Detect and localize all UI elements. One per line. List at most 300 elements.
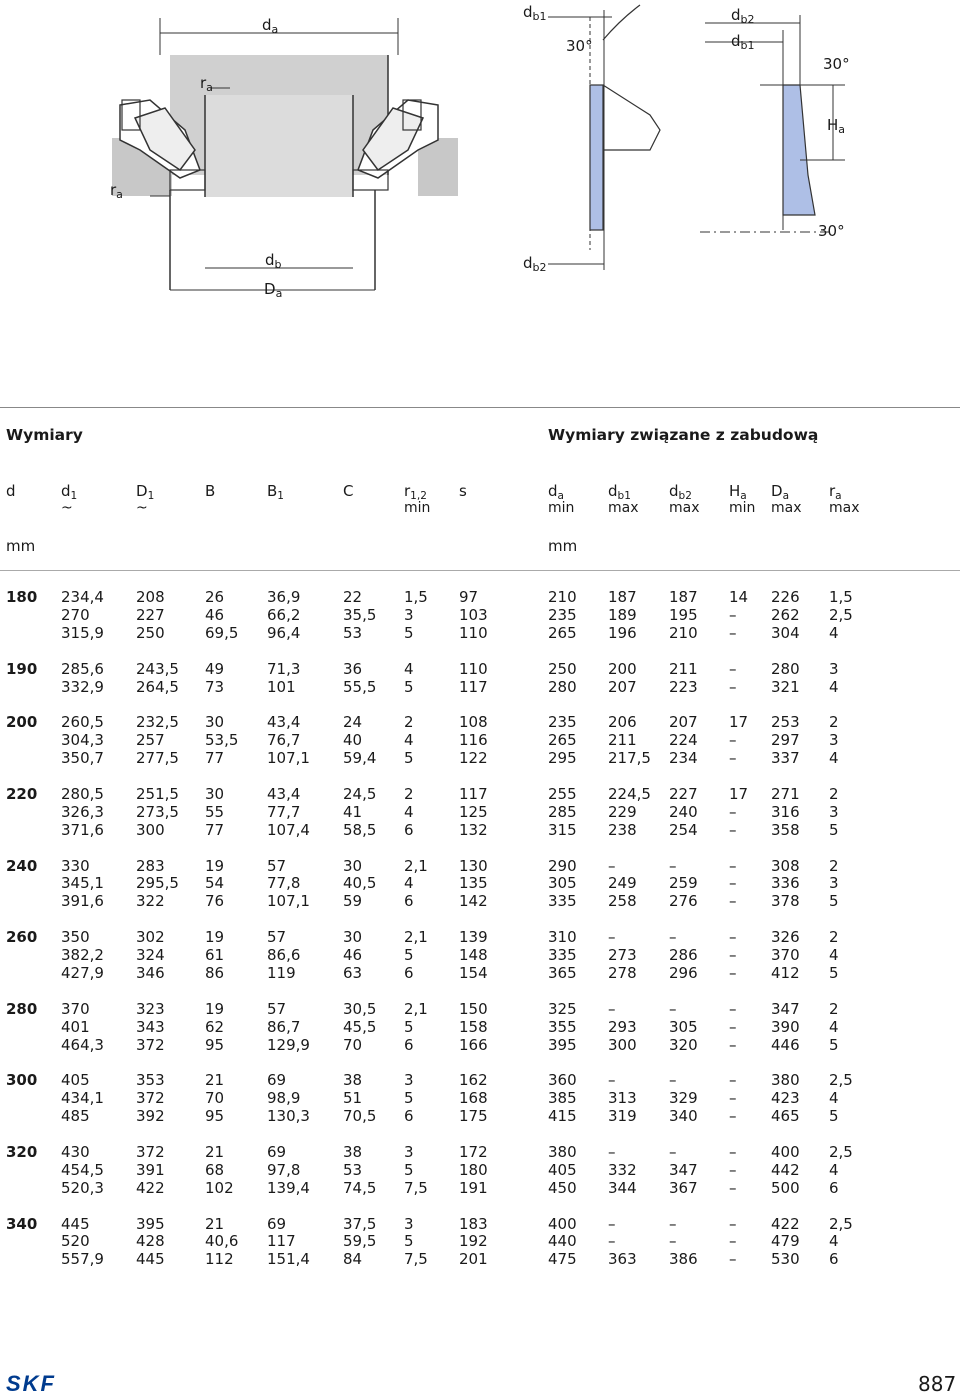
table-cell: 57 <box>267 999 287 1018</box>
table-cell: 19 <box>205 928 225 947</box>
table-cell: 5 <box>829 892 839 911</box>
table-cell: 283 <box>136 856 165 875</box>
table-cell: 4 <box>829 946 839 964</box>
table-cell: 450 <box>548 1178 577 1197</box>
table-cell: 271 <box>771 784 800 803</box>
column-header-symbol: B <box>267 482 278 500</box>
table-cell: 187 <box>669 588 698 606</box>
label-db2-right: $d_{b2}$ <box>731 6 755 26</box>
table-cell: 322 <box>136 892 165 911</box>
table-cell: 54 <box>205 874 225 893</box>
table-cell: 465 <box>771 1107 800 1126</box>
table-cell: 370 <box>61 999 90 1018</box>
table-cell: 234 <box>669 749 698 768</box>
table-cell: 22 <box>343 588 363 606</box>
table-cell: 130 <box>459 856 488 875</box>
column-header <box>267 482 284 502</box>
table-cell: 405 <box>61 1071 90 1090</box>
column-header-symbol: B <box>205 482 216 500</box>
table-cell: – <box>729 856 737 875</box>
table-cell: 150 <box>459 999 488 1018</box>
table-cell: 336 <box>771 874 800 893</box>
table-cell: 355 <box>548 1017 577 1036</box>
table-cell: 40,5 <box>343 874 377 893</box>
table-cell: 68 <box>205 1160 225 1179</box>
table-cell: 6 <box>404 963 414 982</box>
table-cell: 365 <box>548 963 577 982</box>
table-cell: 201 <box>459 1250 488 1269</box>
detail-Ha <box>700 15 845 232</box>
table-cell: 58,5 <box>343 820 377 839</box>
table-cell: 77,8 <box>267 874 301 893</box>
table-cell: 4 <box>829 677 839 696</box>
table-cell: 254 <box>669 820 698 839</box>
table-cell: 51 <box>343 1089 363 1108</box>
column-header <box>61 482 77 502</box>
table-cell: 3 <box>829 874 839 893</box>
table-cell: 300 <box>608 1035 637 1054</box>
table-cell: 189 <box>608 605 637 624</box>
column-header <box>669 482 692 502</box>
column-header-subscript: a <box>835 490 842 502</box>
table-cell: 130,3 <box>267 1107 310 1126</box>
table-cell: 371,6 <box>61 820 104 839</box>
table-cell: 117 <box>459 784 488 803</box>
table-cell: 207 <box>608 677 637 696</box>
table-cell: 172 <box>459 1142 488 1161</box>
table-cell: 110 <box>459 659 488 678</box>
table-cell: 280,5 <box>61 784 104 803</box>
page-number: 887 <box>918 1372 957 1396</box>
table-cell: 5 <box>404 1089 414 1108</box>
table-cell: 380 <box>771 1071 800 1090</box>
column-header-qualifier: max <box>829 500 860 516</box>
column-header-qualifier: min <box>548 500 575 516</box>
table-cell: – <box>729 1071 737 1090</box>
column-header-qualifier: ~ <box>136 500 148 516</box>
table-cell: 5 <box>404 1017 414 1036</box>
label-ra-left: $r_a$ <box>110 181 123 201</box>
column-header-symbol: C <box>343 482 354 500</box>
table-cell: 66,2 <box>267 605 301 624</box>
table-cell: 59,5 <box>343 1232 377 1251</box>
table-cell: 323 <box>136 999 165 1018</box>
table-cell: 183 <box>459 1214 488 1233</box>
table-cell: 253 <box>771 713 800 732</box>
table-cell: 229 <box>608 802 637 821</box>
table-cell: 62 <box>205 1017 225 1036</box>
column-header-symbol: D <box>771 482 783 500</box>
table-cell: 97,8 <box>267 1160 301 1179</box>
table-cell: 4 <box>404 731 414 750</box>
table-cell: – <box>729 874 737 893</box>
table-cell: 273,5 <box>136 802 179 821</box>
table-cell: 30,5 <box>343 999 377 1018</box>
table-cell: 73 <box>205 677 225 696</box>
table-cell: 6 <box>404 1035 414 1054</box>
table-cell: – <box>729 820 737 839</box>
table-cell: 53,5 <box>205 731 239 750</box>
column-header-qualifier: ~ <box>61 500 73 516</box>
table-cell: 30 <box>343 856 363 875</box>
table-cell: 313 <box>608 1089 637 1108</box>
table-cell: 69 <box>267 1142 287 1161</box>
table-cell: 57 <box>267 856 287 875</box>
label-db1-right: $d_{b1}$ <box>731 32 755 52</box>
table-cell: 250 <box>136 623 165 642</box>
table-cell: – <box>729 1232 737 1251</box>
label-angle-right-bottom: 30° <box>818 222 845 240</box>
table-cell: 5 <box>829 1107 839 1126</box>
table-cell: 277,5 <box>136 749 179 768</box>
table-cell: 259 <box>669 874 698 893</box>
column-header <box>404 482 427 502</box>
table-cell: 21 <box>205 1071 225 1090</box>
table-cell: 520,3 <box>61 1178 104 1197</box>
bearing-drawing <box>0 0 960 310</box>
table-cell: 520 <box>61 1232 90 1251</box>
column-header <box>459 482 467 500</box>
table-cell: 400 <box>771 1142 800 1161</box>
table-cell: 36 <box>343 659 363 678</box>
table-cell: 139 <box>459 928 488 947</box>
table-cell: 304,3 <box>61 731 104 750</box>
table-cell: 343 <box>136 1017 165 1036</box>
table-cell: 290 <box>548 856 577 875</box>
table-cell: 335 <box>548 946 577 964</box>
table-cell: 395 <box>548 1035 577 1054</box>
table-cell: 119 <box>267 963 296 982</box>
table-cell: 446 <box>771 1035 800 1054</box>
table-cell: 211 <box>608 731 637 750</box>
table-cell: – <box>729 731 737 750</box>
table-cell: 96,4 <box>267 623 301 642</box>
column-header-symbol: s <box>459 482 467 500</box>
table-cell: – <box>608 1142 616 1161</box>
table-cell: 346 <box>136 963 165 982</box>
table-cell: 386 <box>669 1250 698 1269</box>
table-cell: 175 <box>459 1107 488 1126</box>
table-cell: 234,4 <box>61 588 104 606</box>
table-cell: 30 <box>205 713 225 732</box>
table-cell: 24 <box>343 713 363 732</box>
table-cell: 43,4 <box>267 784 301 803</box>
table-cell: 557,9 <box>61 1250 104 1269</box>
table-cell: 3 <box>404 1142 414 1161</box>
table-cell: 395 <box>136 1214 165 1233</box>
table-cell: – <box>729 1089 737 1108</box>
table-cell: 224,5 <box>608 784 651 803</box>
table-cell: 422 <box>136 1178 165 1197</box>
table-cell: 325 <box>548 999 577 1018</box>
table-cell: 3 <box>829 731 839 750</box>
table-cell: 168 <box>459 1089 488 1108</box>
column-header-qualifier: max <box>771 500 802 516</box>
bore-diameter: 190 <box>6 659 38 678</box>
table-cell: 187 <box>608 588 637 606</box>
label-Da: $D_a$ <box>264 280 283 300</box>
table-cell: 285,6 <box>61 659 104 678</box>
table-cell: 224 <box>669 731 698 750</box>
label-ra-top: $r_a$ <box>200 74 213 94</box>
table-cell: – <box>729 1178 737 1197</box>
column-header-qualifier: min <box>404 500 431 516</box>
table-cell: 500 <box>771 1178 800 1197</box>
table-cell: 479 <box>771 1232 800 1251</box>
table-cell: – <box>608 1232 616 1251</box>
table-cell: 485 <box>61 1107 90 1126</box>
table-cell: 340 <box>669 1107 698 1126</box>
table-cell: 142 <box>459 892 488 911</box>
table-cell: 7,5 <box>404 1250 428 1269</box>
table-cell: 329 <box>669 1089 698 1108</box>
table-cell: 129,9 <box>267 1035 310 1054</box>
table-cell: – <box>669 856 677 875</box>
table-cell: 249 <box>608 874 637 893</box>
table-cell: 1,5 <box>829 588 853 606</box>
table-cell: – <box>729 1035 737 1054</box>
bore-diameter: 180 <box>6 588 38 606</box>
table-cell: 330 <box>61 856 90 875</box>
table-cell: 139,4 <box>267 1178 310 1197</box>
table-cell: 4 <box>829 749 839 768</box>
table-cell: 464,3 <box>61 1035 104 1054</box>
table-cell: 305 <box>548 874 577 893</box>
table-cell: 372 <box>136 1142 165 1161</box>
table-cell: – <box>729 1214 737 1233</box>
table-cell: 37,5 <box>343 1214 377 1233</box>
table-cell: 151,4 <box>267 1250 310 1269</box>
table-cell: 4 <box>829 623 839 642</box>
table-cell: 2,1 <box>404 928 428 947</box>
table-cell: 305 <box>669 1017 698 1036</box>
table-cell: 69 <box>267 1071 287 1090</box>
table-cell: – <box>729 946 737 964</box>
table-cell: 4 <box>404 874 414 893</box>
table-cell: – <box>729 892 737 911</box>
table-cell: 382,2 <box>61 946 104 964</box>
table-cell: 107,4 <box>267 820 310 839</box>
table-cell: 38 <box>343 1142 363 1161</box>
table-cell: 280 <box>771 659 800 678</box>
table-cell: 235 <box>548 605 577 624</box>
table-cell: 295 <box>548 749 577 768</box>
bore-diameter: 200 <box>6 713 38 732</box>
table-cell: 116 <box>459 731 488 750</box>
table-cell: – <box>669 1232 677 1251</box>
column-header-qualifier: max <box>608 500 639 516</box>
table-cell: 49 <box>205 659 225 678</box>
table-cell: 86,7 <box>267 1017 301 1036</box>
table-cell: 125 <box>459 802 488 821</box>
table-cell: 97 <box>459 588 479 606</box>
table-cell: 59 <box>343 892 363 911</box>
table-cell: 69,5 <box>205 623 239 642</box>
table-cell: 3 <box>404 1214 414 1233</box>
table-cell: 70 <box>343 1035 363 1054</box>
table-cell: 211 <box>669 659 698 678</box>
table-cell: – <box>608 1071 616 1090</box>
table-cell: 95 <box>205 1035 225 1054</box>
table-cell: 103 <box>459 605 488 624</box>
table-cell: 14 <box>729 588 749 606</box>
table-cell: 372 <box>136 1035 165 1054</box>
table-cell: 101 <box>267 677 296 696</box>
table-cell: 30 <box>205 784 225 803</box>
table-cell: – <box>729 1250 737 1269</box>
table-cell: 337 <box>771 749 800 768</box>
table-cell: 442 <box>771 1160 800 1179</box>
table-cell: 191 <box>459 1178 488 1197</box>
column-header-symbol: d <box>669 482 679 500</box>
table-cell: 353 <box>136 1071 165 1090</box>
table-cell: 2,5 <box>829 605 853 624</box>
table-cell: 21 <box>205 1142 225 1161</box>
table-cell: 77 <box>205 820 225 839</box>
table-cell: 276 <box>669 892 698 911</box>
table-cell: 2,5 <box>829 1071 853 1090</box>
table-cell: – <box>729 802 737 821</box>
table-cell: 69 <box>267 1214 287 1233</box>
table-cell: 166 <box>459 1035 488 1054</box>
table-cell: 5 <box>829 820 839 839</box>
table-cell: 46 <box>205 605 225 624</box>
bore-diameter: 220 <box>6 784 38 803</box>
label-db2-left: $d_{b2}$ <box>523 254 547 274</box>
table-cell: 316 <box>771 802 800 821</box>
table-cell: 17 <box>729 713 749 732</box>
table-cell: 102 <box>205 1178 234 1197</box>
column-header-symbol: H <box>729 482 741 500</box>
table-cell: 76,7 <box>267 731 301 750</box>
table-cell: – <box>669 999 677 1018</box>
label-Ha: $H_a$ <box>827 116 846 136</box>
table-cell: 405 <box>548 1160 577 1179</box>
bore-diameter: 300 <box>6 1071 38 1090</box>
table-cell: 380 <box>548 1142 577 1161</box>
table-cell: 412 <box>771 963 800 982</box>
svg-text:SKF: SKF <box>6 1372 56 1394</box>
table-cell: 2 <box>829 999 839 1018</box>
table-cell: 5 <box>404 677 414 696</box>
table-cell: 158 <box>459 1017 488 1036</box>
label-angle-left: 30° <box>566 37 593 55</box>
table-cell: 360 <box>548 1071 577 1090</box>
section-title-dimensions: Wymiary <box>6 426 83 444</box>
column-header-subscript: 1 <box>147 490 155 502</box>
table-cell: 257 <box>136 731 165 750</box>
column-header-subscript: 1 <box>277 490 284 502</box>
table-cell: 98,9 <box>267 1089 301 1108</box>
table-cell: – <box>669 1071 677 1090</box>
bore-diameter: 340 <box>6 1214 38 1233</box>
table-cell: 251,5 <box>136 784 179 803</box>
unit-left: mm <box>6 537 36 555</box>
table-cell: 260,5 <box>61 713 104 732</box>
table-cell: 5 <box>404 623 414 642</box>
table-cell: 445 <box>61 1214 90 1233</box>
table-cell: 4 <box>829 1160 839 1179</box>
table-cell: 422 <box>771 1214 800 1233</box>
label-db: $d_b$ <box>265 251 282 271</box>
table-cell: – <box>729 623 737 642</box>
top-rule <box>0 407 960 408</box>
column-header <box>829 482 842 502</box>
table-cell: 19 <box>205 856 225 875</box>
table-cell: 206 <box>608 713 637 732</box>
table-cell: 208 <box>136 588 165 606</box>
table-cell: 2 <box>829 928 839 947</box>
section-title-mounting: Wymiary związane z zabudową <box>548 426 819 444</box>
table-cell: 347 <box>669 1160 698 1179</box>
table-cell: 210 <box>669 623 698 642</box>
table-cell: 296 <box>669 963 698 982</box>
table-cell: – <box>729 677 737 696</box>
column-header-subscript: 1,2 <box>410 490 427 502</box>
table-cell: – <box>729 963 737 982</box>
column-header-symbol: d <box>6 482 16 500</box>
table-cell: 326 <box>771 928 800 947</box>
detail-db <box>548 5 660 270</box>
column-header-symbol: r <box>829 482 836 500</box>
table-cell: 238 <box>608 820 637 839</box>
table-cell: 53 <box>343 1160 363 1179</box>
table-cell: – <box>669 1142 677 1161</box>
table-cell: 344 <box>608 1178 637 1197</box>
table-cell: 332,9 <box>61 677 104 696</box>
table-cell: 319 <box>608 1107 637 1126</box>
table-cell: 110 <box>459 623 488 642</box>
table-cell: 315 <box>548 820 577 839</box>
table-cell: 70 <box>205 1089 225 1108</box>
table-cell: 390 <box>771 1017 800 1036</box>
table-cell: 5 <box>829 1035 839 1054</box>
bore-diameter: 260 <box>6 928 38 947</box>
table-cell: – <box>729 1107 737 1126</box>
table-cell: 132 <box>459 820 488 839</box>
table-cell: 40,6 <box>205 1232 239 1251</box>
column-header <box>6 482 16 500</box>
table-cell: 55,5 <box>343 677 377 696</box>
table-cell: 2 <box>404 713 414 732</box>
table-cell: 400 <box>548 1214 577 1233</box>
table-cell: 4 <box>404 802 414 821</box>
table-cell: 475 <box>548 1250 577 1269</box>
table-cell: 43,4 <box>267 713 301 732</box>
table-cell: 107,1 <box>267 892 310 911</box>
table-cell: 36,9 <box>267 588 301 606</box>
table-cell: 2,5 <box>829 1142 853 1161</box>
table-cell: – <box>669 928 677 947</box>
header-rule <box>0 570 960 571</box>
table-cell: 195 <box>669 605 698 624</box>
table-cell: 95 <box>205 1107 225 1126</box>
table-cell: 148 <box>459 946 488 964</box>
table-cell: 17 <box>729 784 749 803</box>
table-cell: 74,5 <box>343 1178 377 1197</box>
table-cell: 84 <box>343 1250 363 1269</box>
table-cell: 240 <box>669 802 698 821</box>
table-cell: 117 <box>459 677 488 696</box>
table-cell: – <box>669 1214 677 1233</box>
table-cell: 112 <box>205 1250 234 1269</box>
table-cell: 273 <box>608 946 637 964</box>
table-cell: – <box>729 1142 737 1161</box>
table-cell: 4 <box>404 659 414 678</box>
table-cell: 358 <box>771 820 800 839</box>
table-cell: 41 <box>343 802 363 821</box>
table-cell: 415 <box>548 1107 577 1126</box>
